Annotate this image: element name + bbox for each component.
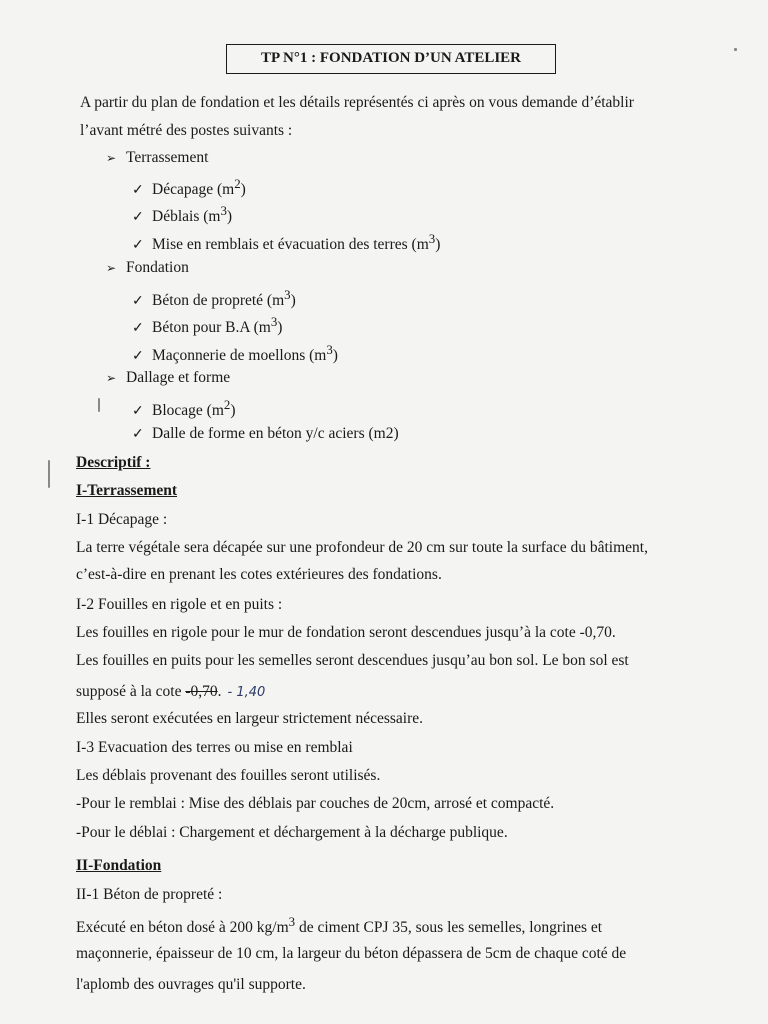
checkmark-icon: ✓ — [132, 404, 144, 420]
page-title: TP N°1 : FONDATION D’UN ATELIER — [226, 44, 556, 74]
subsection-title: I-2 Fouilles en rigole et en puits : — [76, 596, 283, 613]
section-heading-fondation: II-Fondation — [76, 857, 162, 874]
checkmark-icon: ✓ — [132, 294, 144, 310]
subsection-title: I-1 Décapage : — [76, 511, 168, 528]
struck-value: -0,70 — [185, 683, 218, 700]
poste-fondation: ➢ Fondation — [106, 259, 189, 276]
checkmark-icon: ✓ — [132, 427, 144, 442]
list-item: ✓ Béton pour B.A $(m^3)$ — [132, 314, 283, 337]
paragraph-line: -Pour le déblai : Chargement et déchargement à la décharge publique. — [76, 824, 508, 841]
list-item: ✓ Blocage $(m^2)$ — [132, 397, 236, 420]
checkmark-icon: ✓ — [132, 321, 144, 337]
poste-dallage: ➢ Dallage et forme — [106, 369, 231, 386]
paragraph-line: La terre végétale sera décapée sur une profondeur de 20 cm sur toute la surface du bâtiment, — [76, 539, 648, 556]
intro-line-2: l’avant métré des postes suivants : — [80, 122, 293, 139]
scan-mark — [98, 398, 100, 412]
list-item: ✓ Béton de propreté $(m^3)$ — [132, 287, 296, 310]
paragraph-line: Les fouilles en puits pour les semelles seront descendues jusqu’au bon sol. Le bon sol est — [76, 652, 629, 669]
paragraph-line: l'aplomb des ouvrages qu'il supporte. — [76, 976, 306, 993]
list-item: ✓ Décapage $(m^2)$ — [132, 176, 246, 199]
handwritten-correction: - 1,40 — [227, 685, 266, 700]
paragraph-line: maçonnerie, épaisseur de 10 cm, la largeur du béton dépassera de 5cm de chaque coté de — [76, 945, 627, 962]
arrow-bullet-icon: ➢ — [106, 151, 117, 165]
list-item: ✓ Maçonnerie de moellons $(m^3)$ — [132, 342, 338, 365]
arrow-bullet-icon: ➢ — [106, 261, 117, 275]
checkmark-icon: ✓ — [132, 210, 144, 226]
list-item: ✓ Mise en remblais et évacuation des terres $(m^3)$ — [132, 231, 441, 254]
scan-mark — [48, 460, 50, 488]
paragraph-line: supposé à la cote -0,70. - 1,40 — [76, 683, 266, 700]
scan-mark — [734, 48, 737, 51]
subsection-title: I-3 Evacuation des terres ou mise en remblai — [76, 739, 353, 756]
checkmark-icon: ✓ — [132, 349, 144, 365]
paragraph-line: Les fouilles en rigole pour le mur de fondation seront descendues jusqu’à la cote -0,70. — [76, 624, 616, 641]
paragraph-line: Les déblais provenant des fouilles seront utilisés. — [76, 767, 381, 784]
subsection-title: II-1 Béton de propreté : — [76, 886, 223, 903]
intro-line-1: A partir du plan de fondation et les détails représentés ci après on vous demande d’établir — [80, 94, 634, 111]
arrow-bullet-icon: ➢ — [106, 371, 117, 385]
poste-terrassement: ➢ Terrassement — [106, 149, 209, 166]
list-item: ✓ Dalle de forme en béton y/c aciers (m2) — [132, 425, 399, 442]
checkmark-icon: ✓ — [132, 183, 144, 199]
section-heading-terrassement: I-Terrassement — [76, 482, 178, 499]
descriptif-heading: Descriptif : — [76, 454, 151, 471]
paragraph-line: -Pour le remblai : Mise des déblais par couches de 20cm, arrosé et compacté. — [76, 795, 555, 812]
paragraph-line: Exécuté en béton dosé à 200 $kg/m^3$ de ciment CPJ 35, sous les semelles, longrines et — [76, 914, 603, 937]
paragraph-line: c’est-à-dire en prenant les cotes extérieures des fondations. — [76, 566, 442, 583]
checkmark-icon: ✓ — [132, 238, 144, 254]
list-item: ✓ Déblais $(m^3)$ — [132, 203, 233, 226]
paragraph-line: Elles seront exécutées en largeur strictement nécessaire. — [76, 710, 424, 727]
